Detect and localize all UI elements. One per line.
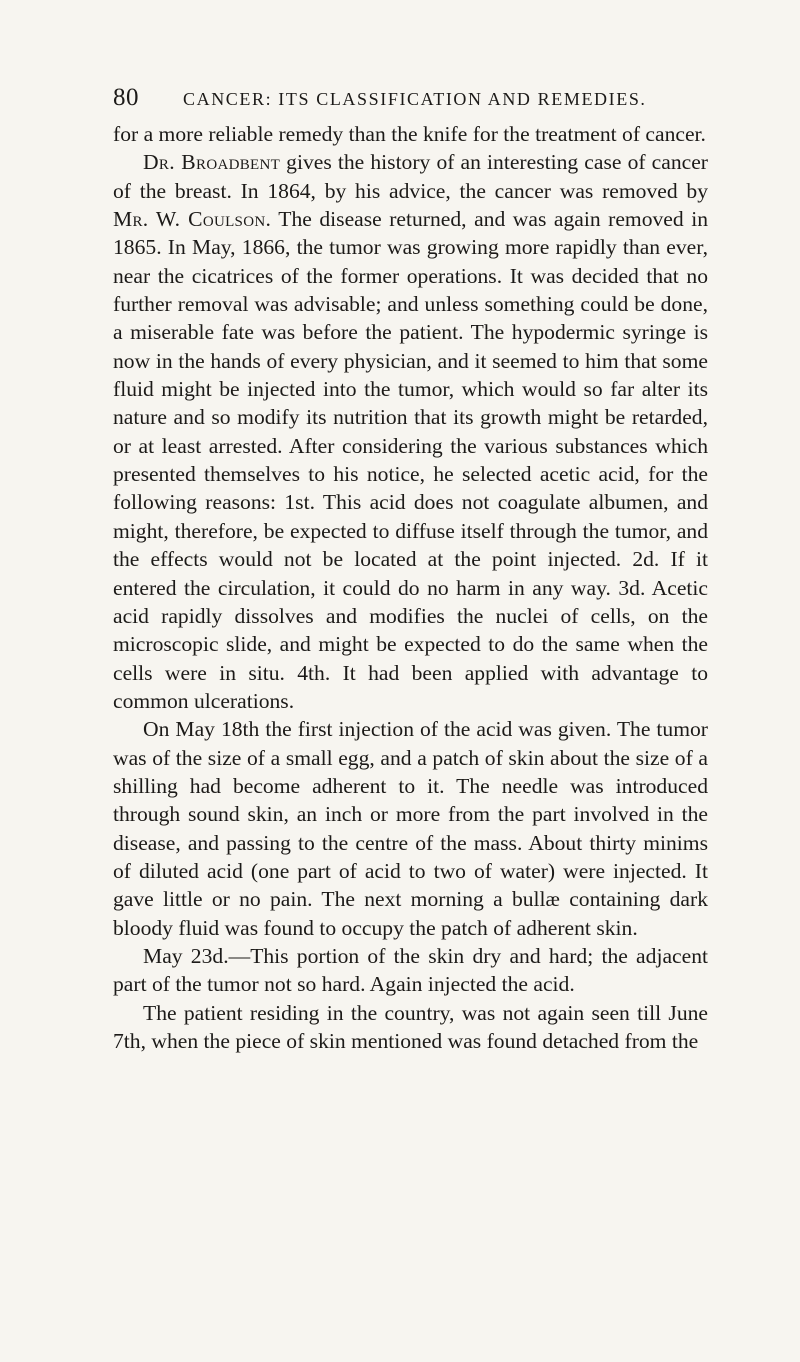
paragraph-text: gives the history of an interesting case of cancer of the breast. In 1864, by his advice, the cancer was removed by [113,150,708,203]
running-title: CANCER: ITS CLASSIFICATION AND REMEDIES. [183,89,647,109]
body-text [113,120,708,1055]
page-number: 80 [113,84,139,111]
paragraph-june-7: The patient residing in the country, was not again seen till June 7th, when the piece of skin mentioned was found detached from the [113,1000,708,1053]
paragraph-broadbent-case [113,148,708,715]
person-name-coulson: Mr. W. Coulson. [113,207,272,232]
running-head [113,84,708,116]
paragraph-text: The disease returned, and was again removed in 1865. In May, 1866, the tumor was growing more rapidly than ever, near the cicatrices of the former operations. It was decided that no further removal was advisable; and unless something could be done, a miserable fate was before the patient. The hypodermic syringe is now in the hands of every physician, and it seemed to him that some fluid might be injected into the tumor, which would so far alter its nature and so modify its nutrition that its growth might be retarded, or at least arrested. After considering the various substances which presented themselves to his notice, he selected acetic acid, for the following reasons: 1st. This acid does not coagulate albumen, and might, therefore, be expected to diffuse itself through the tumor, and the effects would not be located at the point injected. 2d. If it entered the circulation, it could do no harm in any way. 3d. Acetic acid rapidly dissolves and modifies the nuclei of cells, on the microscopic slide, and might be expected to do the same when the cells were in situ. 4th. It had been applied with advantage to common ulcerations. [113,207,708,713]
paragraph-may-23: May 23d.—This portion of the skin dry and hard; the adjacent part of the tumor not so hard. Again injected the acid. [113,943,708,997]
paragraph-continuation: for a more reliable remedy than the knife for the treatment of cancer. [113,122,706,146]
person-name-broadbent: Dr. Broadbent [143,150,281,175]
paragraph-first-injection: On May 18th the first injection of the acid was given. The tumor was of the size of a small egg, and a patch of skin about the size of a shilling had become adherent to it. The needle was introduced through sound skin, an inch or more from the part involved in the disease, and passing to the centre of the mass. About thirty minims of diluted acid (one part of acid to two of water) were injected. It gave little or no pain. The next morning a bullæ containing dark bloody fluid was found to occupy the patch of adherent skin. [113,717,708,940]
